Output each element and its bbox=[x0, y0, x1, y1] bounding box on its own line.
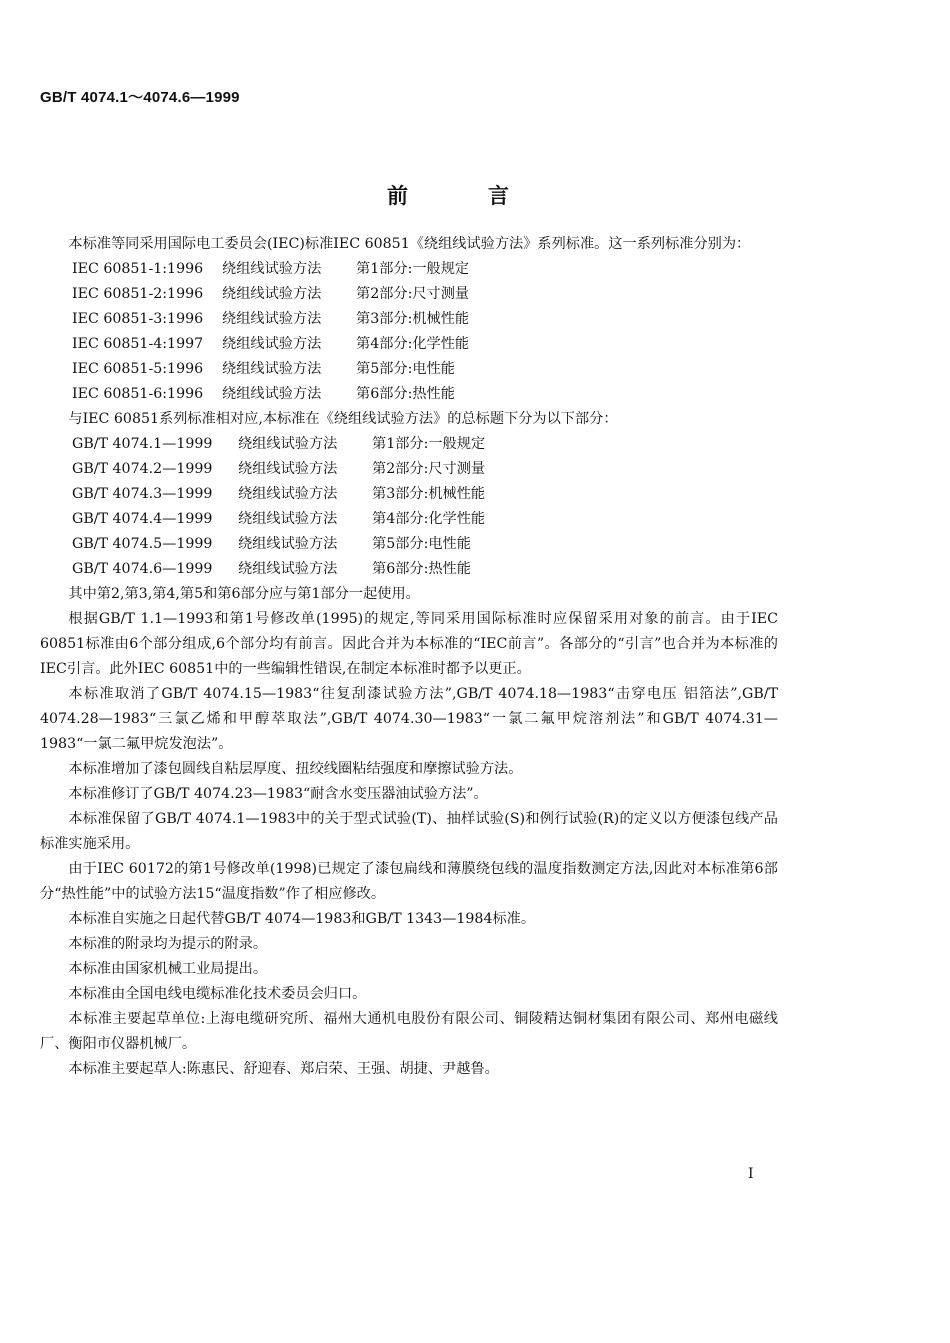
intro-paragraph: 本标准等同采用国际电工委员会(IEC)标准IEC 60851《绕组线试验方法》系列标准。这一系列标准分别为： bbox=[68, 236, 751, 252]
list-item: GB/T 4074.6—1999 绕组线试验方法 第6部分:热性能 bbox=[72, 561, 471, 577]
body-paragraph: 本标准保留了GB/T 4074.1—1983中的关于型式试验(T)、抽样试验(S)和例行试验(R)的定义以方便漆包线产品标准实施采用。 bbox=[40, 811, 778, 852]
document-body bbox=[40, 232, 778, 1082]
list-item: GB/T 4074.2—1999 绕组线试验方法 第2部分:尺寸测量 bbox=[72, 461, 486, 477]
standard-code-header: GB/T 4074.1～4074.6—1999 bbox=[40, 89, 240, 106]
list-item: GB/T 4074.5—1999 绕组线试验方法 第5部分:电性能 bbox=[72, 536, 471, 552]
list-item: IEC 60851-2:1996 绕组线试验方法 第2部分:尺寸测量 bbox=[72, 286, 470, 302]
list-item: IEC 60851-6:1996 绕组线试验方法 第6部分:热性能 bbox=[72, 386, 455, 402]
body-paragraph: 本标准自实施之日起代替GB/T 4074—1983和GB/T 1343—1984标准。 bbox=[68, 911, 536, 927]
list-item: GB/T 4074.1—1999 绕组线试验方法 第1部分:一般规定 bbox=[72, 436, 486, 452]
body-paragraph: 本标准增加了漆包圆线自粘层厚度、扭绞线圈粘结强度和摩擦试验方法。 bbox=[68, 761, 523, 777]
body-paragraph: 本标准修订了GB/T 4074.23—1983“耐含水变压器油试验方法”。 bbox=[68, 786, 488, 802]
list-item: IEC 60851-5:1996 绕组线试验方法 第5部分:电性能 bbox=[72, 361, 455, 377]
body-paragraph: 根据GB/T 1.1—1993和第1号修改单(1995)的规定,等同采用国际标准时应保留采用对象的前言。由于IEC 60851标准由6个部分组成,6个部分均有前言。因此合并为本标准的“IEC前言”。各部分的“引言”也合并为本标准的IEC引言。此外IEC 60851中的一些编辑性错误,在制定本标准时都予以更正。 bbox=[40, 611, 778, 677]
page-title: 前言 bbox=[387, 184, 589, 208]
body-paragraph: 本标准主要起草单位:上海电缆研究所、福州大通机电股份有限公司、铜陵精达铜材集团有限公司、郑州电磁线厂、衡阳市仪器机械厂。 bbox=[40, 1011, 778, 1052]
body-paragraph: 本标准取消了GB/T 4074.15—1983“往复刮漆试验方法”,GB/T 4074.18—1983“击穿电压 铝箔法”,GB/T 4074.28—1983“三氯乙烯和甲醇萃取法”,GB/T 4074.30—1983“一氯二氟甲烷溶剂法”和GB/T 4074.31—1983“一氯二氟甲烷发泡法”。 bbox=[40, 686, 778, 752]
list-item: IEC 60851-4:1997 绕组线试验方法 第4部分:化学性能 bbox=[72, 336, 470, 352]
list-item: GB/T 4074.4—1999 绕组线试验方法 第4部分:化学性能 bbox=[72, 511, 486, 527]
iec-standard-list bbox=[40, 257, 778, 407]
gb-standard-list bbox=[40, 432, 778, 582]
list-item: IEC 60851-1:1996 绕组线试验方法 第1部分:一般规定 bbox=[72, 261, 470, 277]
body-paragraph: 其中第2,第3,第4,第5和第6部分应与第1部分一起使用。 bbox=[68, 586, 420, 602]
body-paragraph: 本标准的附录均为提示的附录。 bbox=[68, 936, 268, 952]
body-paragraph: 本标准由国家机械工业局提出。 bbox=[68, 961, 268, 977]
list-item: GB/T 4074.3—1999 绕组线试验方法 第3部分:机械性能 bbox=[72, 486, 486, 502]
page-number: I bbox=[748, 1166, 754, 1182]
body-paragraph: 本标准由全国电线电缆标准化技术委员会归口。 bbox=[68, 986, 367, 1002]
body-paragraph: 由于IEC 60172的第1号修改单(1998)已规定了漆包扁线和薄膜绕包线的温度指数测定方法,因此对本标准第6部分“热性能”中的试验方法15“温度指数”作了相应修改。 bbox=[40, 861, 778, 902]
gb-intro-paragraph: 与IEC 60851系列标准相对应,本标准在《绕组线试验方法》的总标题下分为以下部分： bbox=[68, 411, 618, 427]
body-paragraph: 本标准主要起草人:陈惠民、舒迎春、郑启荣、王强、胡捷、尹越鲁。 bbox=[68, 1061, 499, 1077]
list-item: IEC 60851-3:1996 绕组线试验方法 第3部分:机械性能 bbox=[72, 311, 470, 327]
